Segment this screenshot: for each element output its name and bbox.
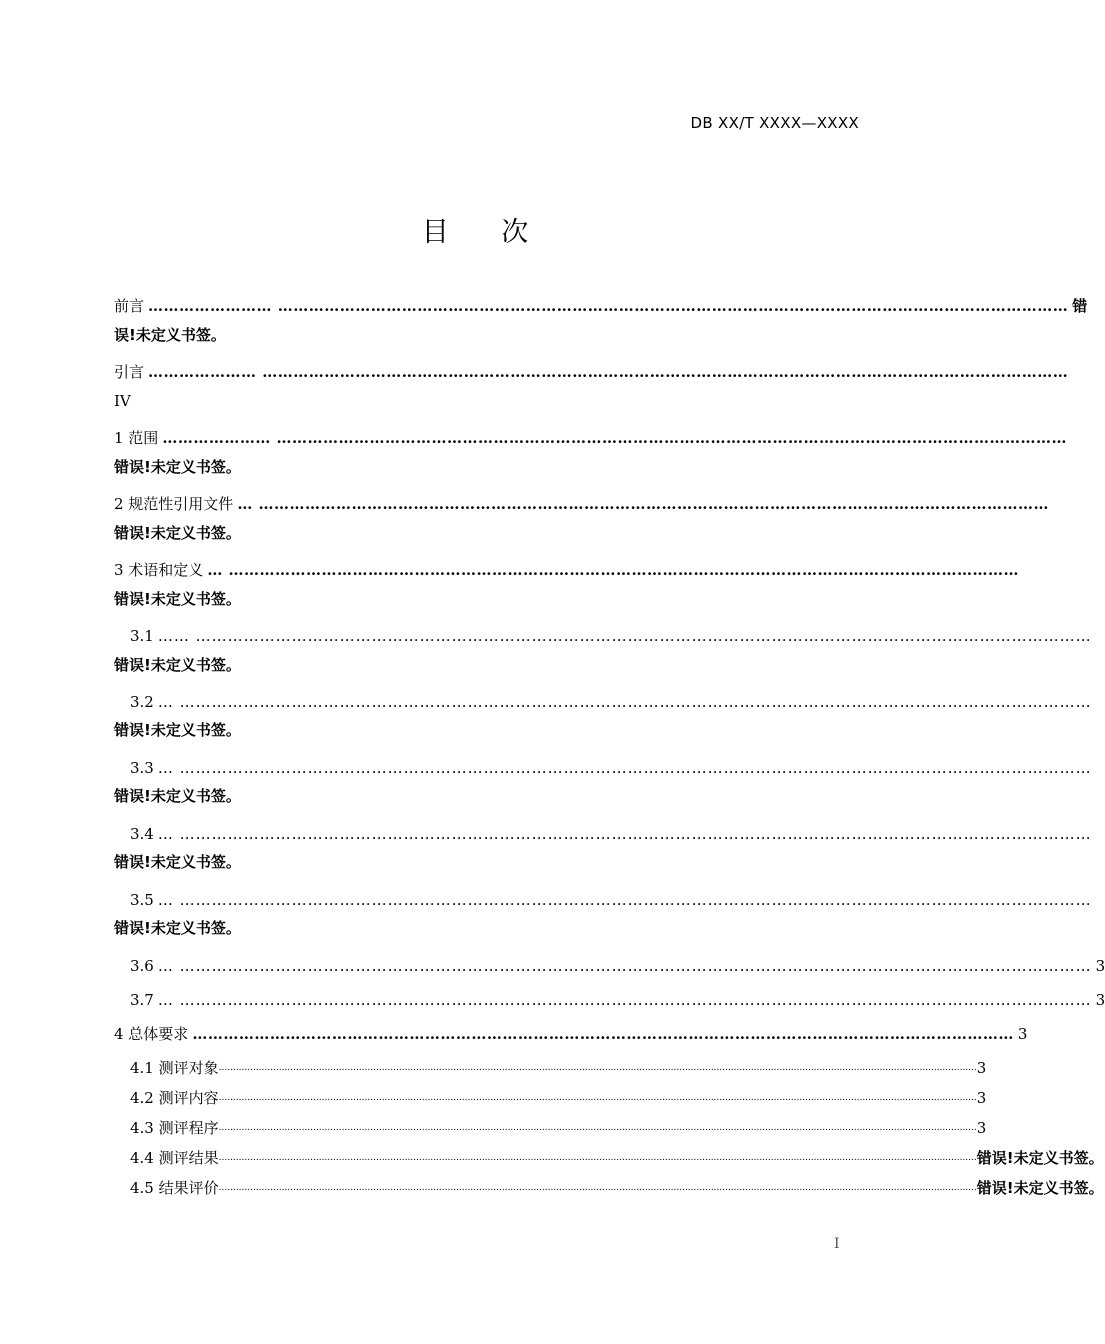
toc-page-ref-continued: IV [114, 392, 131, 410]
leader-dots: ......................................................................................................................................................................................................................................................................... [218, 1123, 977, 1133]
toc-label: 4.5 结果评价 [130, 1179, 219, 1197]
toc-page-ref-continued: 错误!未定义书签。 [114, 721, 241, 739]
toc-label: 引言 [114, 363, 145, 381]
toc-entry-normative-references[interactable] [114, 490, 1050, 514]
leader-dots: ......................................................................................................................................................................................................................................................................... [218, 1093, 977, 1103]
toc-label: 4.2 测评内容 [130, 1089, 219, 1107]
toc-entry-general-requirements[interactable] [114, 1020, 1028, 1044]
leader-dots: …………………… ……………………………………………………………………………………………………………………………………… [148, 297, 1069, 315]
toc-page-number: 3 [976, 1089, 987, 1107]
toc-label: 3.4 [130, 825, 154, 843]
toc-label: 3.5 [130, 891, 154, 909]
toc-page-ref-continued: 错误!未定义书签。 [114, 524, 241, 542]
toc-page-number: 3 [976, 1119, 987, 1137]
toc-page-ref-continued: 错误!未定义书签。 [114, 787, 241, 805]
toc-label: 4.3 测评程序 [130, 1119, 219, 1137]
toc-page-ref: 错 [1072, 297, 1088, 315]
page-number: I [834, 1236, 840, 1252]
toc-entry-4-3[interactable] [114, 1116, 987, 1138]
toc-label: 3.1 [130, 627, 154, 645]
toc-label: 3.6 [130, 957, 154, 975]
toc-page-number: 3 [1017, 1025, 1028, 1043]
toc-label: 4.1 测评对象 [130, 1059, 219, 1077]
toc-label: 2 规范性引用文件 [114, 495, 234, 513]
toc-label: 3.2 [130, 693, 154, 711]
toc-entry-introduction[interactable] [114, 358, 1069, 382]
page-title: 目 次 [421, 217, 551, 248]
leader-dots: … ……………………………………………………………………………………………………………………………………………………… [157, 957, 1092, 975]
toc-entry-preface[interactable] [114, 292, 1088, 316]
toc-page-ref-continued: 错误!未定义书签。 [114, 656, 241, 674]
toc-label: 4 总体要求 [114, 1025, 189, 1043]
leader-dots: … ……………………………………………………………………………………………………………………………………………………… [157, 891, 1092, 909]
toc-page-ref-continued: 错误!未定义书签。 [114, 853, 241, 871]
leader-dots: ......................................................................................................................................................................................................................................................................... [218, 1063, 977, 1073]
leader-dots: … ……………………………………………………………………………………………………………………………………… [237, 495, 1050, 513]
toc-page-number: 3 [1095, 957, 1105, 975]
toc-label: 1 范围 [114, 429, 159, 447]
toc-page-number: 3 [1095, 991, 1105, 1009]
leader-dots: … ……………………………………………………………………………………………………………………………………………………… [157, 693, 1092, 711]
toc-entry-3-2[interactable] [114, 688, 1092, 712]
document-code: DB XX/T XXXX—XXXX [690, 114, 859, 132]
toc-label: 前言 [114, 297, 145, 315]
leader-dots: …………………………………………………………………………………………………………………………………………… [192, 1025, 1014, 1043]
toc-page-number: 3 [976, 1059, 987, 1077]
leader-dots: ………………… ……………………………………………………………………………………………………………………………………… [162, 429, 1068, 447]
toc-page-ref-continued: 错误!未定义书签。 [114, 919, 241, 937]
leader-dots: ......................................................................................................................................................................................................................................................................... [218, 1183, 977, 1193]
toc-label: 3.3 [130, 759, 154, 777]
toc-page-ref-continued: 错误!未定义书签。 [114, 458, 241, 476]
toc-entry-terms[interactable] [114, 556, 1020, 580]
toc-entry-3-1[interactable] [114, 622, 1092, 646]
leader-dots: … ……………………………………………………………………………………………………………………………………… [207, 561, 1020, 579]
toc-label: 3 术语和定义 [114, 561, 204, 579]
toc-entry-4-4[interactable] [114, 1146, 1104, 1168]
toc-entry-3-6[interactable] [114, 952, 1105, 976]
leader-dots: … ……………………………………………………………………………………………………………………………………………………… [157, 991, 1092, 1009]
toc-entry-3-4[interactable] [114, 820, 1092, 844]
toc-entry-4-1[interactable] [114, 1056, 987, 1078]
toc-entry-4-2[interactable] [114, 1086, 987, 1108]
toc-entry-3-3[interactable] [114, 754, 1092, 778]
toc-entry-3-7[interactable] [114, 986, 1105, 1010]
toc-entry-scope[interactable] [114, 424, 1068, 448]
toc-label: 4.4 测评结果 [130, 1149, 219, 1167]
toc-page-ref: 错误!未定义书签。 [976, 1179, 1104, 1197]
leader-dots: … ……………………………………………………………………………………………………………………………………………………… [157, 759, 1092, 777]
leader-dots: ......................................................................................................................................................................................................................................................................... [218, 1153, 977, 1163]
toc-page-ref-continued: 错误!未定义书签。 [114, 590, 241, 608]
toc-entry-3-5[interactable] [114, 886, 1092, 910]
toc-entry-4-5[interactable] [114, 1176, 1104, 1198]
toc-page-ref-continued: 误!未定义书签。 [114, 326, 226, 344]
leader-dots: …… …………………………………………………………………………………………………………………………………………………… [157, 627, 1092, 645]
leader-dots: ………………… ………………………………………………………………………………………………………………………………………… [148, 363, 1069, 381]
toc-label: 3.7 [130, 991, 154, 1009]
leader-dots: … ……………………………………………………………………………………………………………………………………………………… [157, 825, 1092, 843]
toc-page-ref: 错误!未定义书签。 [976, 1149, 1104, 1167]
